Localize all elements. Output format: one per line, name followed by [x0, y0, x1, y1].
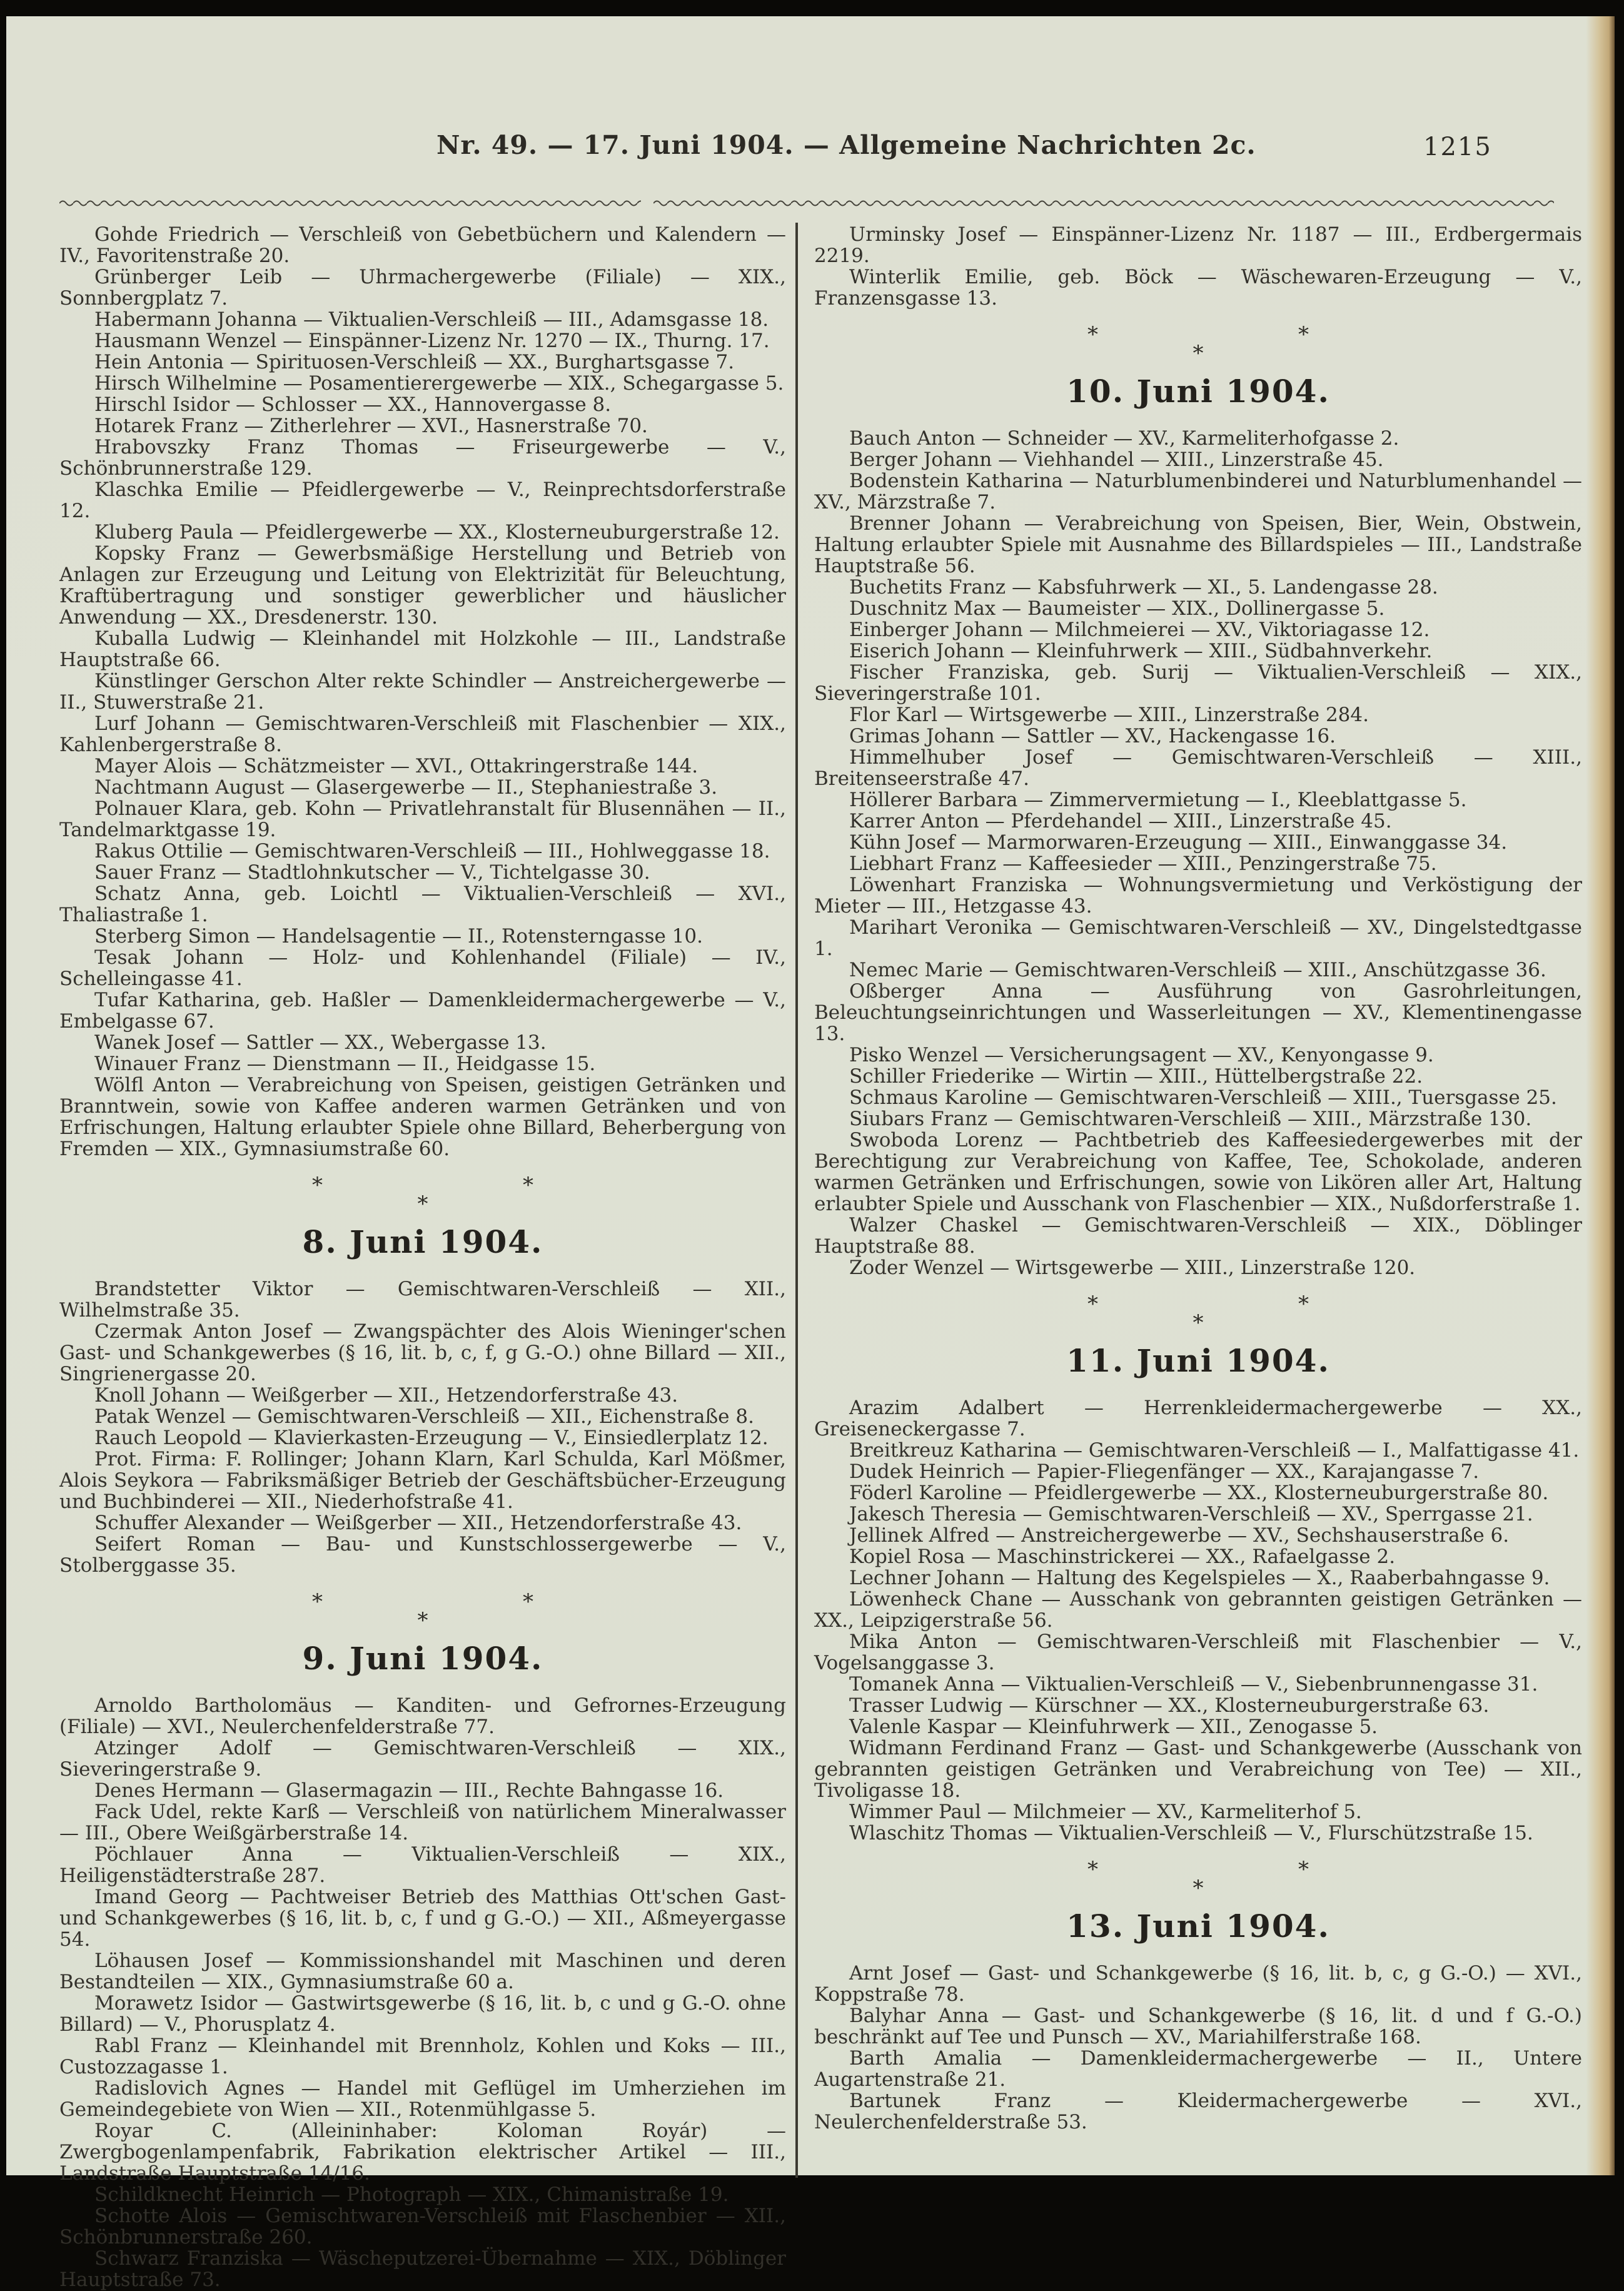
- registry-entry: Mika Anton — Gemischtwaren-Verschleiß mit Flaschenbier — V., Vogelsanggasse 3.: [814, 1631, 1582, 1674]
- date-section-heading: 8. Juni 1904.: [302, 1223, 543, 1260]
- wavy-header-rule-right: [653, 198, 1554, 206]
- registry-entry: Jakesch Theresia — Gemischtwaren-Verschleiß — XV., Sperrgasse 21.: [849, 1503, 1533, 1525]
- registry-entry: Winterlik Emilie, geb. Böck — Wäschewaren-Erzeugung — V., Franzensgasse 13.: [814, 266, 1582, 310]
- registry-entry: Tesak Johann — Holz- und Kohlenhandel (Filiale) — IV., Schelleingasse 41.: [59, 946, 786, 990]
- registry-entry: Seifert Roman — Bau- und Kunstschlossergewerbe — V., Stolberggasse 35.: [59, 1533, 786, 1577]
- date-section-heading: 10. Juni 1904.: [1066, 373, 1330, 410]
- registry-entry: Rabl Franz — Kleinhandel mit Brennholz, Kohlen und Koks — III., Custozzagasse 1.: [59, 2035, 786, 2078]
- registry-entry: Fack Udel, rekte Karß — Verschleiß von natürlichem Mineralwasser — III., Obere Weißgärberstraße 14.: [59, 1801, 786, 1844]
- registry-entry: Tufar Katharina, geb. Haßler — Damenkleidermachergewerbe — V., Embelgasse 67.: [59, 989, 786, 1033]
- registry-entry: Flor Karl — Wirtsgewerbe — XIII., Linzerstraße 284.: [849, 704, 1369, 726]
- registry-entry: Walzer Chaskel — Gemischtwaren-Verschleiß — XIX., Döblinger Hauptstraße 88.: [814, 1214, 1582, 1258]
- registry-entry: Bauch Anton — Schneider — XV., Karmeliterhofgasse 2.: [849, 427, 1400, 450]
- registry-entry: Gohde Friedrich — Verschleiß von Gebetbüchern und Kalendern — IV., Favoritenstraße 20.: [59, 223, 786, 267]
- registry-entry: Breitkreuz Katharina — Gemischtwaren-Verschleiß — I., Malfattigasse 41.: [849, 1439, 1580, 1462]
- registry-entry: Liebhart Franz — Kaffeesieder — XIII., Penzingerstraße 75.: [849, 852, 1437, 875]
- date-section-heading: 13. Juni 1904.: [1066, 1908, 1330, 1945]
- registry-entry: Sterberg Simon — Handelsagentie — II., Rotensterngasse 10.: [94, 925, 703, 948]
- registry-entry: Dudek Heinrich — Papier-Fliegenfänger — XX., Karajangasse 7.: [849, 1460, 1480, 1483]
- registry-entry: Kopiel Rosa — Maschinstrickerei — XX., Rafaelgasse 2.: [849, 1545, 1396, 1568]
- registry-entry: Czermak Anton Josef — Zwangspächter des Alois Wieninger'schen Gast- und Schankgewerbes (§ 16, lit. b, c, f, g G.-O.) ohne Billard — XII., Singrienergasse 20.: [59, 1320, 786, 1385]
- registry-entry: Zoder Wenzel — Wirtsgewerbe — XIII., Linzerstraße 120.: [849, 1257, 1416, 1279]
- registry-entry: Patak Wenzel — Gemischtwaren-Verschleiß — XII., Eichenstraße 8.: [94, 1405, 754, 1428]
- registry-entry: Arnt Josef — Gast- und Schankgewerbe (§ 16, lit. b, c, g G.-O.) — XVI., Koppstraße 78.: [814, 1962, 1582, 2006]
- registry-entry: Arnoldo Bartholomäus — Kanditen- und Gefrornes-Erzeugung (Filiale) — XVI., Neulerchenfelderstraße 77.: [59, 1694, 786, 1738]
- registry-entry: Kühn Josef — Marmorwaren-Erzeugung — XIII., Einwanggasse 34.: [849, 831, 1508, 854]
- registry-entry: Hotarek Franz — Zitherlehrer — XVI., Hasnerstraße 70.: [94, 415, 648, 437]
- date-section-heading: 11. Juni 1904.: [1066, 1342, 1330, 1379]
- registry-entry: Pöchlauer Anna — Viktualien-Verschleiß — XIX., Heiligenstädterstraße 287.: [59, 1843, 786, 1887]
- registry-entry: Wanek Josef — Sattler — XX., Webergasse 13.: [94, 1031, 547, 1054]
- registry-entry: Prot. Firma: F. Rollinger; Johann Klarn, Karl Schulda, Karl Mößmer, Alois Seykora — Fabriksmäßiger Betrieb der Geschäftsbücher-Erzeugung und Buchbinderei — XII., Niederhofstraße 41.: [59, 1448, 786, 1513]
- asterism-section-separator: * * *: [1087, 322, 1309, 366]
- registry-entry: Höllerer Barbara — Zimmervermietung — I., Kleeblattgasse 5.: [849, 789, 1467, 811]
- registry-entry: Wölfl Anton — Verabreichung von Speisen, geistigen Getränken und Branntwein, sowie von Kaffee anderen warmen Getränken und von Erfrischungen, Haltung erlaubter Spiele ohne Billard, Beherbergung von Fremden — XIX., Gymnasiumstraße 60.: [59, 1074, 786, 1160]
- registry-entry: Imand Georg — Pachtweiser Betrieb des Matthias Ott'schen Gast- und Schankgewerbes (§ 16, lit. b, c, f und g G.-O.) — XII., Aßmeyergasse 54.: [59, 1886, 786, 1951]
- registry-entry: Tomanek Anna — Viktualien-Verschleiß — V., Siebenbrunnengasse 31.: [849, 1673, 1538, 1696]
- registry-entry: Hirsch Wilhelmine — Posamentierergewerbe — XIX., Schegargasse 5.: [94, 372, 784, 395]
- registry-entry: Sauer Franz — Stadtlohnkutscher — V., Tichtelgasse 30.: [94, 861, 650, 884]
- registry-entry: Pisko Wenzel — Versicherungsagent — XV., Kenyongasse 9.: [849, 1044, 1434, 1066]
- registry-entry: Siubars Franz — Gemischtwaren-Verschleiß — XIII., Märzstraße 130.: [849, 1108, 1532, 1130]
- registry-entry: Kluberg Paula — Pfeidlergewerbe — XX., Klosterneuburgerstraße 12.: [94, 521, 780, 544]
- registry-entry: Marihart Veronika — Gemischtwaren-Verschleiß — XV., Dingelstedtgasse 1.: [814, 916, 1582, 960]
- registry-entry: Widmann Ferdinand Franz — Gast- und Schankgewerbe (Ausschank von gebrannten geistigen Getränken und Verabreichung von Tee) — XII., Tivoligasse 18.: [814, 1737, 1582, 1802]
- registry-entry: Brandstetter Viktor — Gemischtwaren-Verschleiß — XII., Wilhelmstraße 35.: [59, 1278, 786, 1322]
- registry-entry: Rauch Leopold — Klavierkasten-Erzeugung — V., Einsiedlerplatz 12.: [94, 1427, 769, 1449]
- newspaper-page: [6, 16, 1615, 2291]
- registry-entry: Hrabovszky Franz Thomas — Friseurgewerbe — V., Schönbrunnerstraße 129.: [59, 436, 786, 480]
- registry-entry: Lurf Johann — Gemischtwaren-Verschleiß mit Flaschenbier — XIX., Kahlenbergerstraße 8.: [59, 712, 786, 756]
- asterism-section-separator: * * *: [1087, 1857, 1309, 1901]
- registry-entry: Buchetits Franz — Kabsfuhrwerk — XI., 5. Landengasse 28.: [849, 576, 1438, 599]
- masthead-title: Nr. 49. — 17. Juni 1904. — Allgemeine Nachrichten 2c.: [436, 130, 1256, 160]
- registry-entry: Schiller Friederike — Wirtin — XIII., Hüttelbergstraße 22.: [849, 1065, 1423, 1088]
- registry-entry: Swoboda Lorenz — Pachtbetrieb des Kaffeesiedergewerbes mit der Berechtigung zur Verabreichung von Kaffee, Tee, Schokolade, anderen warmen Getränken und Erfrischungen, sowie von Likören aller Art, Haltung erlaubter Spiele und Ausschank von Flaschenbier — XIX., Nußdorferstraße 1.: [814, 1129, 1582, 1215]
- registry-entry: Eiserich Johann — Kleinfuhrwerk — XIII., Südbahnverkehr.: [849, 640, 1433, 662]
- registry-entry: Polnauer Klara, geb. Kohn — Privatlehranstalt für Blusennähen — II., Tandelmarktgasse 19.: [59, 797, 786, 841]
- registry-entry: Knoll Johann — Weißgerber — XII., Hetzendorferstraße 43.: [94, 1384, 678, 1407]
- registry-entry: Lechner Johann — Haltung des Kegelspieles — X., Raaberbahngasse 9.: [849, 1567, 1550, 1589]
- registry-entry: Himmelhuber Josef — Gemischtwaren-Verschleiß — XIII., Breitenseerstraße 47.: [814, 746, 1582, 790]
- wavy-header-rule-left: [59, 198, 641, 206]
- registry-entry: Löhausen Josef — Kommissionshandel mit Maschinen und deren Bestandteilen — XIX., Gymnasiumstraße 60 a.: [59, 1950, 786, 1993]
- book-page-edge: [1586, 16, 1615, 2175]
- registry-entry: Habermann Johanna — Viktualien-Verschleiß — III., Adamsgasse 18.: [94, 308, 769, 331]
- registry-entry: Oßberger Anna — Ausführung von Gasrohrleitungen, Beleuchtungseinrichtungen und Wasserleitungen — XV., Klementinengasse 13.: [814, 980, 1582, 1045]
- registry-entry: Bartunek Franz — Kleidermachergewerbe — XVI., Neulerchenfelderstraße 53.: [814, 2090, 1582, 2133]
- registry-entry: Bodenstein Katharina — Naturblumenbinderei und Naturblumenhandel — XV., Märzstraße 7.: [814, 470, 1582, 513]
- registry-entry: Löwenheck Chane — Ausschank von gebrannten geistigen Getränken — XX., Leipzigerstraße 56.: [814, 1588, 1582, 1632]
- registry-entry: Mayer Alois — Schätzmeister — XVI., Ottakringerstraße 144.: [94, 755, 699, 777]
- registry-entry: Berger Johann — Viehhandel — XIII., Linzerstraße 45.: [849, 448, 1384, 471]
- registry-entry: Schwarz Franziska — Wäscheputzerei-Übernahme — XIX., Döblinger Hauptstraße 73.: [59, 2247, 786, 2291]
- registry-entry: Arazim Adalbert — Herrenkleidermachergewerbe — XX., Greiseneckergasse 7.: [814, 1397, 1582, 1440]
- asterism-section-separator: * * *: [1087, 1292, 1309, 1335]
- registry-entry: Atzinger Adolf — Gemischtwaren-Verschleiß — XIX., Sieveringerstraße 9.: [59, 1737, 786, 1781]
- registry-entry: Urminsky Josef — Einspänner-Lizenz Nr. 1187 — III., Erdbergermais 2219.: [814, 223, 1582, 267]
- registry-entry: Wimmer Paul — Milchmeier — XV., Karmeliterhof 5.: [849, 1801, 1362, 1823]
- registry-entry: Einberger Johann — Milchmeierei — XV., Viktoriagasse 12.: [849, 619, 1430, 641]
- registry-entry: Brenner Johann — Verabreichung von Speisen, Bier, Wein, Obstwein, Haltung erlaubter Spiele mit Ausnahme des Billardspieles — III., Landstraße Hauptstraße 56.: [814, 512, 1582, 577]
- registry-entry: Karrer Anton — Pferdehandel — XIII., Linzerstraße 45.: [849, 810, 1392, 832]
- registry-entry: Schuffer Alexander — Weißgerber — XII., Hetzendorferstraße 43.: [94, 1512, 742, 1534]
- registry-entry: Hein Antonia — Spirituosen-Verschleiß — XX., Burghartsgasse 7.: [94, 351, 735, 373]
- asterism-section-separator: * * *: [312, 1589, 533, 1633]
- registry-entry: Schotte Alois — Gemischtwaren-Verschleiß mit Flaschenbier — XII., Schönbrunnerstraße 260.: [59, 2205, 786, 2248]
- registry-entry: Löwenhart Franziska — Wohnungsvermietung und Verköstigung der Mieter — III., Hetzgasse 43.: [814, 874, 1582, 918]
- registry-entry: Kuballa Ludwig — Kleinhandel mit Holzkohle — III., Landstraße Hauptstraße 66.: [59, 627, 786, 671]
- registry-entry: Schatz Anna, geb. Loichtl — Viktualien-Verschleiß — XVI., Thaliastraße 1.: [59, 883, 786, 926]
- registry-entry: Schmaus Karoline — Gemischtwaren-Verschleiß — XIII., Tuersgasse 25.: [849, 1086, 1557, 1109]
- registry-entry: Denes Hermann — Glasermagazin — III., Rechte Bahngasse 16.: [94, 1779, 724, 1802]
- registry-entry: Nemec Marie — Gemischtwaren-Verschleiß — XIII., Anschützgasse 36.: [849, 959, 1546, 981]
- date-section-heading: 9. Juni 1904.: [302, 1640, 543, 1677]
- registry-entry: Klaschka Emilie — Pfeidlergewerbe — V., Reinprechtsdorferstraße 12.: [59, 478, 786, 522]
- registry-entry: Hausmann Wenzel — Einspänner-Lizenz Nr. 1270 — IX., Thurng. 17.: [94, 330, 770, 352]
- registry-entry: Grimas Johann — Sattler — XV., Hackengasse 16.: [849, 725, 1336, 747]
- registry-entry: Trasser Ludwig — Kürschner — XX., Klosterneuburgerstraße 63.: [849, 1694, 1490, 1717]
- registry-entry: Valenle Kaspar — Kleinfuhrwerk — XII., Zenogasse 5.: [849, 1716, 1378, 1738]
- registry-entry: Balyhar Anna — Gast- und Schankgewerbe (§ 16, lit. d und f G.-O.) beschränkt auf Tee und Punsch — XV., Mariahilferstraße 168.: [814, 2005, 1582, 2048]
- registry-entry: Winauer Franz — Dienstmann — II., Heidgasse 15.: [94, 1053, 596, 1075]
- registry-entry: Rakus Ottilie — Gemischtwaren-Verschleiß — III., Hohlweggasse 18.: [94, 840, 770, 862]
- left-text-column: [59, 224, 786, 2290]
- registry-entry: Royar C. (Alleininhaber: Koloman Royár) — Zwergbogenlampenfabrik, Fabrikation elektrischer Artikel — III., Landstraße Hauptstraße 14/16.: [59, 2120, 786, 2185]
- registry-entry: Fischer Franziska, geb. Surij — Viktualien-Verschleiß — XIX., Sieveringerstraße 101.: [814, 661, 1582, 705]
- registry-entry: Schildknecht Heinrich — Photograph — XIX., Chimanistraße 19.: [94, 2183, 729, 2206]
- right-text-column: [814, 224, 1582, 2133]
- registry-entry: Hirschl Isidor — Schlosser — XX., Hannovergasse 8.: [94, 393, 612, 416]
- registry-entry: Wlaschitz Thomas — Viktualien-Verschleiß — V., Flurschützstraße 15.: [849, 1822, 1533, 1844]
- registry-entry: Jellinek Alfred — Anstreichergewerbe — XV., Sechshauserstraße 6.: [849, 1524, 1510, 1547]
- registry-entry: Föderl Karoline — Pfeidlergewerbe — XX., Klosterneuburgerstraße 80.: [849, 1482, 1549, 1504]
- registry-entry: Grünberger Leib — Uhrmachergewerbe (Filiale) — XIX., Sonnbergplatz 7.: [59, 266, 786, 310]
- asterism-section-separator: * * *: [312, 1173, 533, 1216]
- registry-entry: Nachtmann August — Glasergewerbe — II., Stephaniestraße 3.: [94, 776, 718, 799]
- registry-entry: Radislovich Agnes — Handel mit Geflügel im Umherziehen im Gemeindegebiete von Wien — XII., Rotenmühlgasse 5.: [59, 2077, 786, 2121]
- registry-entry: Duschnitz Max — Baumeister — XIX., Dollinergasse 5.: [849, 597, 1385, 620]
- registry-entry: Künstlinger Gerschon Alter rekte Schindler — Anstreichergewerbe — II., Stuwerstraße 21.: [59, 670, 786, 714]
- page-number: 1215: [1423, 133, 1492, 161]
- registry-entry: Kopsky Franz — Gewerbsmäßige Herstellung und Betrieb von Anlagen zur Erzeugung und Leitung von Elektrizität für Beleuchtung, Kraftübertragung und sonstiger gewerblicher und häuslicher Anwendung — XX., Dresdenerstr. 130.: [59, 542, 786, 629]
- column-divider-rule: [795, 223, 798, 2178]
- registry-entry: Morawetz Isidor — Gastwirtsgewerbe (§ 16, lit. b, c und g G.-O. ohne Billard) — V., Phorusplatz 4.: [59, 1992, 786, 2036]
- registry-entry: Barth Amalia — Damenkleidermachergewerbe — II., Untere Augartenstraße 21.: [814, 2047, 1582, 2091]
